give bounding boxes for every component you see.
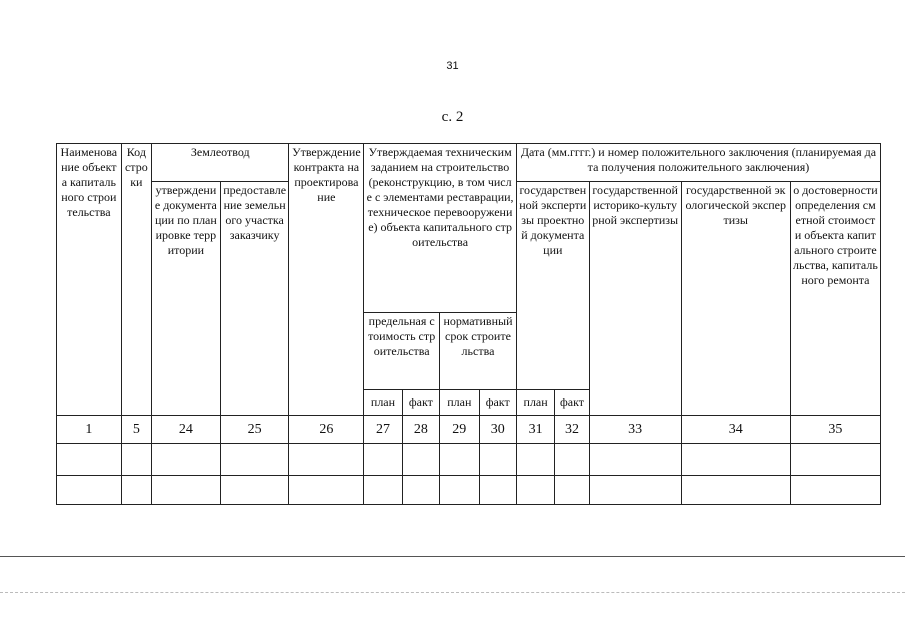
fact-cell: факт	[555, 390, 589, 416]
section-label: с. 2	[441, 109, 464, 125]
plan-cell: план	[364, 390, 402, 416]
column-number: 27	[364, 416, 402, 444]
header-land-plot: предоставление земельного участка заказчику	[220, 182, 289, 416]
column-number: 29	[440, 416, 479, 444]
plan-cell: план	[516, 390, 554, 416]
header-task-term: нормативный срок строительства	[440, 313, 517, 390]
header-name: Наименование объекта капитального строительства	[57, 144, 122, 416]
column-number: 5	[121, 416, 151, 444]
header-exp-cost: о достоверности определения сметной стоимости объекта капитального строительства, капитального ремонта	[790, 182, 880, 416]
header-task-cost: предельная стоимость строительства	[364, 313, 440, 390]
header-contract: Утверждение контракта на проектирование	[289, 144, 364, 416]
column-number: 31	[516, 416, 554, 444]
fact-cell: факт	[479, 390, 516, 416]
header-land-doc: утверждение документации по планировке территории	[152, 182, 221, 416]
header-task: Утверждаемая техническим заданием на строительство (реконструкцию, в том числе с элементами реставрации, техническое перевооружение) объекта капитального строительства	[364, 144, 517, 313]
header-exp-state: государственной экспертизы проектной документации	[516, 182, 589, 390]
column-number: 28	[402, 416, 439, 444]
page-number: 31	[446, 60, 459, 72]
column-number: 1	[57, 416, 122, 444]
header-exp-hist: государственной историко-культурной экспертизы	[589, 182, 681, 416]
column-number: 34	[681, 416, 790, 444]
fact-cell: факт	[402, 390, 439, 416]
header-code: Код строки	[121, 144, 151, 416]
column-number: 35	[790, 416, 880, 444]
table-row	[57, 444, 881, 475]
column-number: 33	[589, 416, 681, 444]
column-number: 30	[479, 416, 516, 444]
header-date: Дата (мм.гггг.) и номер положительного заключения (планируемая дата получения положительного заключения)	[516, 144, 880, 182]
footer-divider	[0, 556, 905, 557]
header-land: Землеотвод	[152, 144, 289, 182]
column-number: 26	[289, 416, 364, 444]
column-number: 32	[555, 416, 589, 444]
table-row	[57, 475, 881, 504]
column-number: 25	[220, 416, 289, 444]
header-exp-eco: государственной экологической экспертизы	[681, 182, 790, 416]
plan-cell: план	[440, 390, 479, 416]
report-table	[56, 143, 881, 505]
footer-faint-line	[0, 592, 905, 593]
column-number: 24	[152, 416, 221, 444]
